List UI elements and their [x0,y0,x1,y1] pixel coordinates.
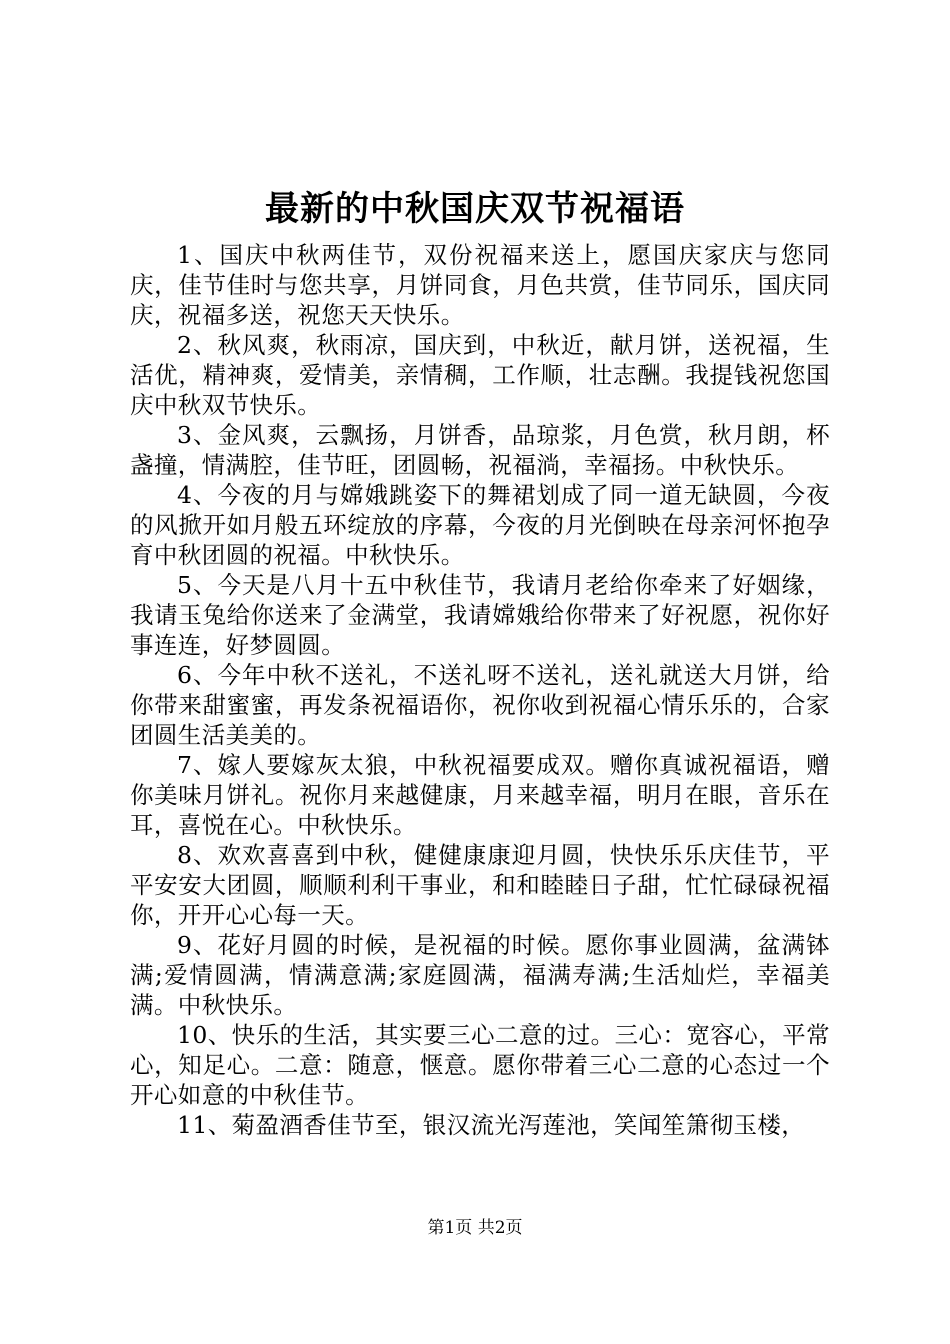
paragraph-7: 7、嫁人要嫁灰太狼，中秋祝福要成双。赠你真诚祝福语，赠你美味月饼礼。祝你月来越健康，月来越幸福，明月在眼，音乐在耳，喜悦在心。中秋快乐。 [130,751,830,839]
paragraph-6: 6、今年中秋不送礼，不送礼呀不送礼，送礼就送大月饼，给你带来甜蜜蜜，再发条祝福语你，祝你收到祝福心情乐乐的，合家团圆生活美美的。 [130,661,830,749]
paragraph-1: 1、国庆中秋两佳节，双份祝福来送上，愿国庆家庆与您同庆，佳节佳时与您共享，月饼同食，月色共赏，佳节同乐，国庆同庆，祝福多送，祝您天天快乐。 [130,241,830,329]
paragraph-3: 3、金风爽，云飘扬，月饼香，品琼浆，月色赏，秋月朗，杯盏撞，情满腔，佳节旺，团圆畅，祝福淌，幸福扬。中秋快乐。 [130,421,830,479]
paragraph-10: 10、快乐的生活，其实要三心二意的过。三心：宽容心，平常心，知足心。二意：随意，惬意。愿你带着三心二意的心态过一个开心如意的中秋佳节。 [130,1021,830,1109]
paragraph-5: 5、今天是八月十五中秋佳节，我请月老给你牵来了好姻缘，我请玉兔给你送来了金满堂，我请嫦娥给你带来了好祝愿，祝你好事连连，好梦圆圆。 [130,571,830,659]
paragraph-8: 8、欢欢喜喜到中秋，健健康康迎月圆，快快乐乐庆佳节，平平安安大团圆，顺顺利利干事业，和和睦睦日子甜，忙忙碌碌祝福你，开开心心每一天。 [130,841,830,929]
document-body [130,240,830,1140]
paragraph-9: 9、花好月圆的时候，是祝福的时候。愿你事业圆满，盆满钵满;爱情圆满，情满意满;家庭圆满，福满寿满;生活灿烂，幸福美满。中秋快乐。 [130,931,830,1019]
paragraph-2: 2、秋风爽，秋雨凉，国庆到，中秋近，献月饼，送祝福，生活优，精神爽，爱情美，亲情稠，工作顺，壮志酬。我提钱祝您国庆中秋双节快乐。 [130,331,830,419]
paragraph-11: 11、菊盈酒香佳节至，银汉流光泻莲池，笑闻笙箫彻玉楼， [177,1111,806,1139]
document-title: 最新的中秋国庆双节祝福语 [265,189,685,229]
page-footer: 第1页 共2页 [427,1218,523,1238]
paragraph-4: 4、今夜的月与嫦娥跳姿下的舞裙划成了同一道无缺圆，今夜的风掀开如月般五环绽放的序幕，今夜的月光倒映在母亲河怀抱孕育中秋团圆的祝福。中秋快乐。 [130,481,830,569]
